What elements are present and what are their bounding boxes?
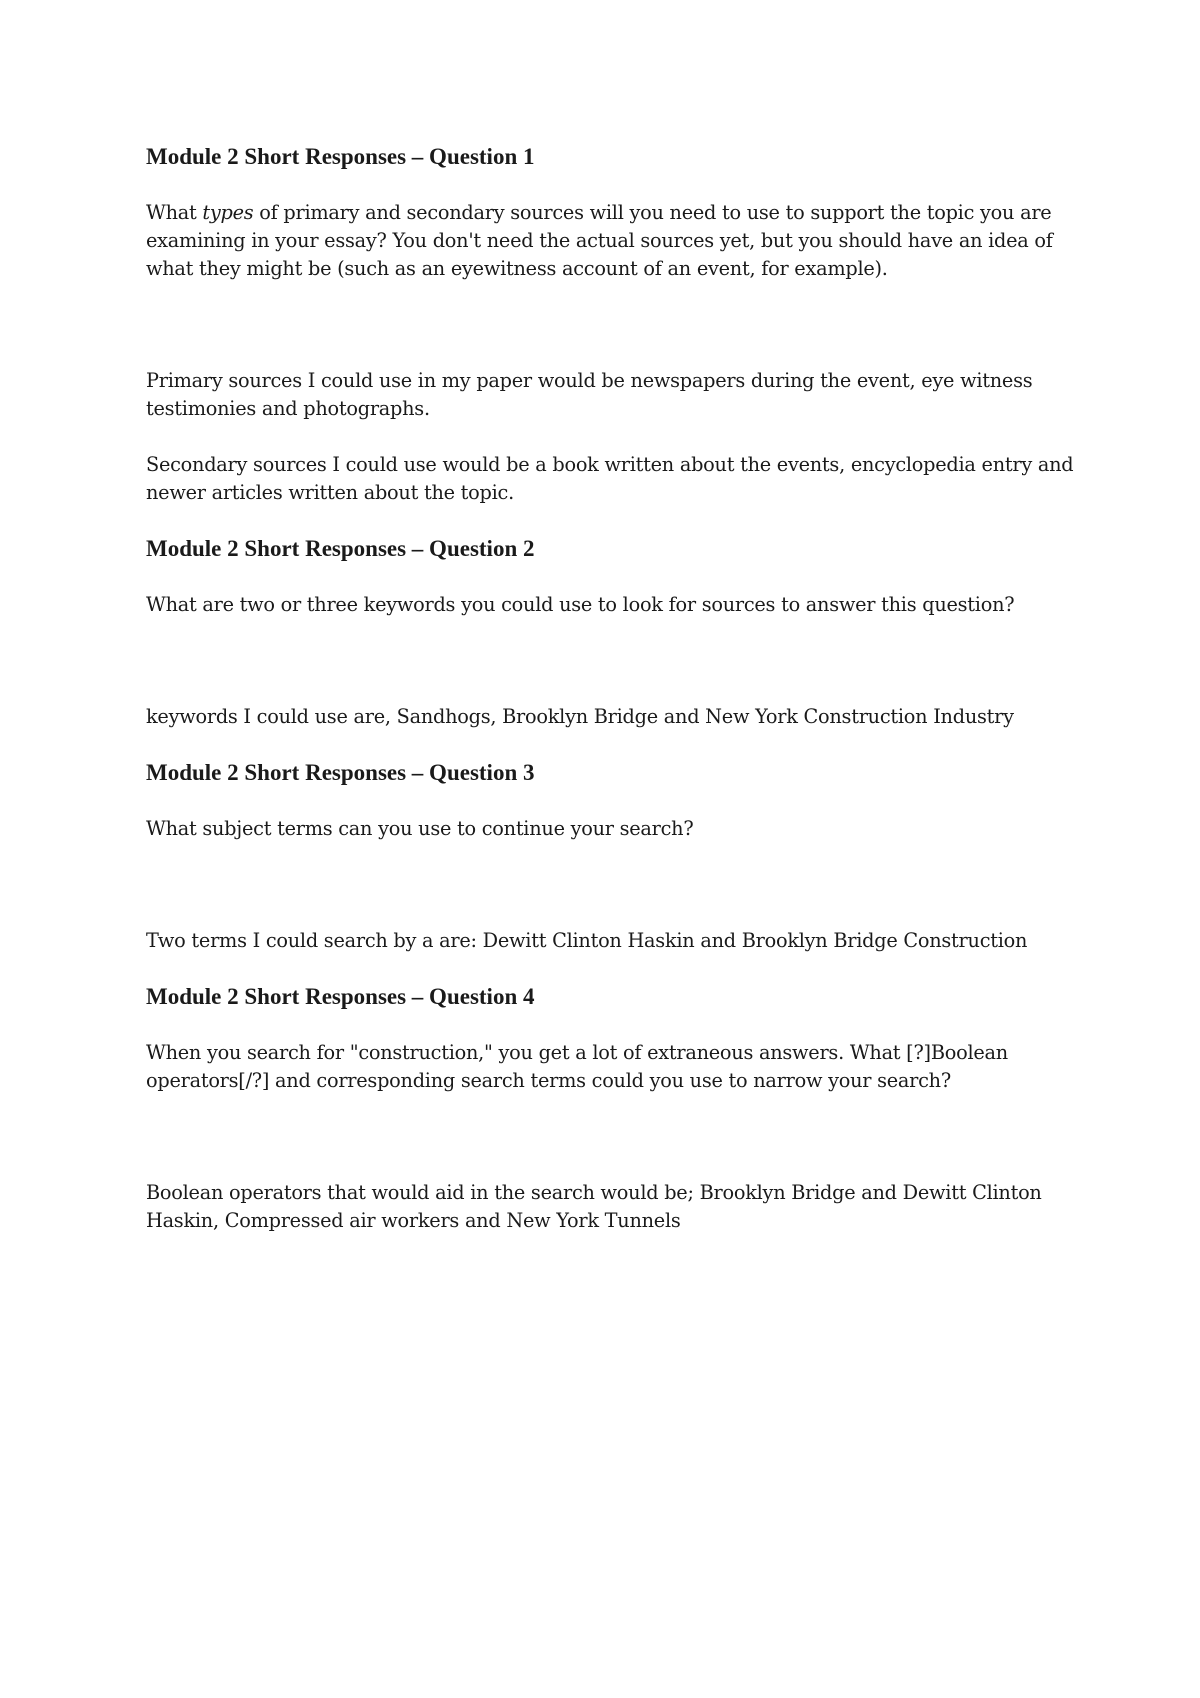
document-body: [146, 143, 1080, 1235]
question-2-answer: keywords I could use are, Sandhogs, Brooklyn Bridge and New York Construction Industry: [146, 705, 1014, 728]
question-2-heading: Module 2 Short Responses – Question 2: [146, 536, 535, 561]
question-3-answer: Two terms I could search by a are: Dewitt Clinton Haskin and Brooklyn Bridge Construction: [146, 929, 1028, 952]
question-1-answer-primary: Primary sources I could use in my paper would be newspapers during the event, eye witness testimonies and photographs.: [146, 369, 1039, 420]
question-3-prompt: What subject terms can you use to continue your search?: [146, 817, 694, 840]
question-1-answer-secondary: Secondary sources I could use would be a book written about the events, encyclopedia entry and newer articles written about the topic.: [146, 453, 1080, 504]
question-3-heading: Module 2 Short Responses – Question 3: [146, 760, 535, 785]
question-1-emphasis: types: [202, 201, 254, 224]
question-4-answer: Boolean operators that would aid in the search would be; Brooklyn Bridge and Dewitt Clinton Haskin, Compressed air workers and New York Tunnels: [146, 1181, 1048, 1232]
question-1-heading: Module 2 Short Responses – Question 1: [146, 144, 535, 169]
question-4-heading: Module 2 Short Responses – Question 4: [146, 984, 535, 1009]
question-4-prompt: When you search for "construction," you get a lot of extraneous answers. What [?]Boolean operators[/?] and corresponding search terms could you use to narrow your search?: [146, 1041, 1014, 1092]
question-1-prompt: What types of primary and secondary sources will you need to use to support the topic you are examining in your essay? You don't need the actual sources yet, but you should have an idea of what they might be (such as an eyewitness account of an event, for example).: [146, 201, 1059, 280]
question-2-prompt: What are two or three keywords you could use to look for sources to answer this question?: [146, 593, 1015, 616]
